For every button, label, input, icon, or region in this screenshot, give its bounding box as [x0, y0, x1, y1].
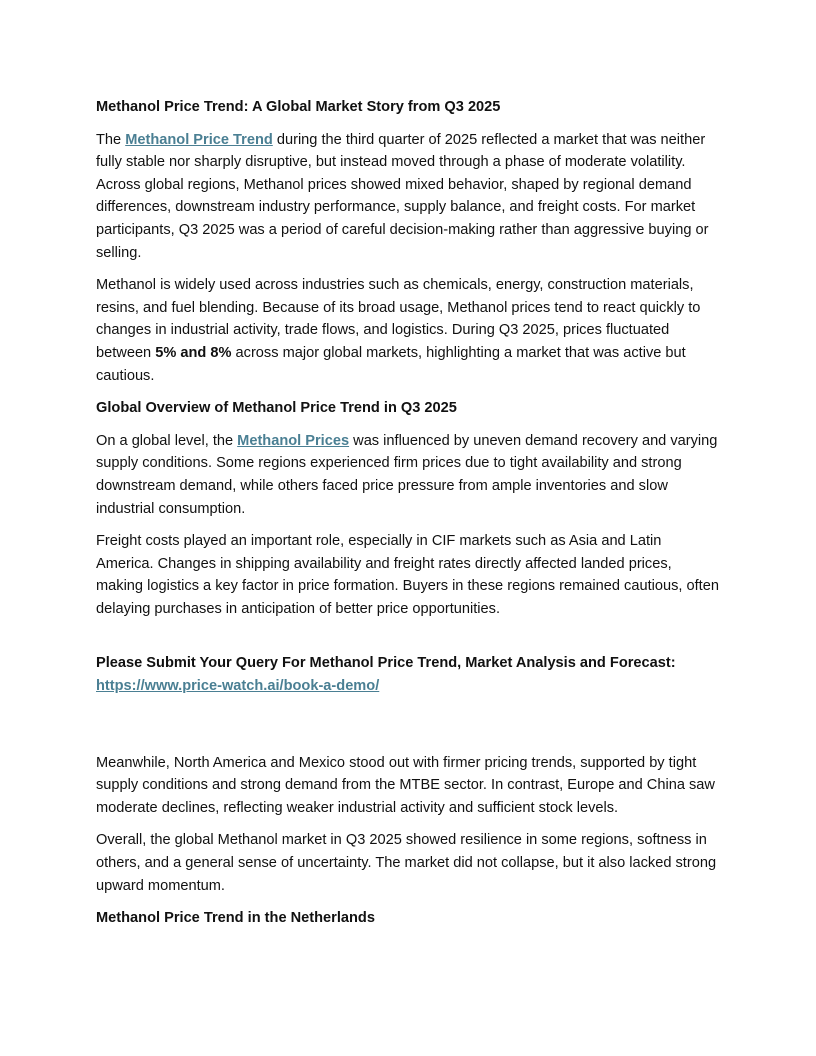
spacer	[96, 630, 720, 652]
methanol-prices-link[interactable]: Methanol Prices	[237, 432, 350, 449]
usage-text-end: across major global markets, highlighting a market that was active but cautious.	[96, 344, 686, 384]
global-paragraph	[96, 430, 720, 520]
spacer	[96, 708, 720, 752]
methanol-price-trend-link[interactable]: Methanol Price Trend	[125, 131, 273, 148]
book-demo-link[interactable]: https://www.price-watch.ai/book-a-demo/	[96, 678, 380, 695]
document-title: Methanol Price Trend: A Global Market Story from Q3 2025	[96, 99, 501, 115]
global-text-start: On a global level, the	[96, 432, 238, 449]
query-text: Please Submit Your Query For Methanol Price Trend, Market Analysis and Forecast:	[96, 655, 676, 672]
global-text-end: was influenced by uneven demand recovery and varying supply conditions. Some regions experienced firm prices due to tight availability and strong downstream demand, while others faced price pressure from ample inventories and slow industrial consumption.	[96, 432, 718, 517]
query-callout	[96, 652, 720, 697]
fluctuation-range: 5% and 8%	[155, 344, 232, 361]
freight-paragraph: Freight costs played an important role, especially in CIF markets such as Asia and Latin America. Changes in shipping availability and freight rates directly affected landed prices, making logistics a key factor in price formation. Buyers in these regions remained cautious, often delaying purchases in anticipation of better price opportunities.	[96, 533, 719, 617]
usage-text-start: Methanol is widely used across industries such as chemicals, energy, construction materials, resins, and fuel blending. Because of its broad usage, Methanol prices tend to react quickly to changes in industrial activity, trade flows, and logistics. During Q3 2025, prices fluctuated between	[96, 277, 701, 361]
regional-paragraph: Meanwhile, North America and Mexico stood out with firmer pricing trends, supported by tight supply conditions and strong demand from the MTBE sector. In contrast, Europe and China saw moderate declines, reflecting weaker industrial activity and sufficient stock levels.	[96, 754, 715, 816]
heading-netherlands: Methanol Price Trend in the Netherlands	[96, 910, 375, 927]
document-page	[96, 96, 720, 940]
overall-paragraph: Overall, the global Methanol market in Q3 2025 showed resilience in some regions, softness in others, and a general sense of uncertainty. The market did not collapse, but it also lacked strong upward momentum.	[96, 832, 717, 894]
heading-global-overview: Global Overview of Methanol Price Trend in Q3 2025	[96, 400, 457, 417]
intro-text-end: during the third quarter of 2025 reflected a market that was neither fully stable nor sharply disruptive, but instead moved through a phase of moderate volatility. Across global regions, Methanol prices showed mixed behavior, shaped by regional demand differences, downstream industry performance, supply balance, and freight costs. For market participants, Q3 2025 was a period of careful decision-making rather than aggressive buying or selling.	[96, 131, 709, 261]
intro-text-start: The	[96, 131, 126, 148]
intro-paragraph	[96, 129, 720, 265]
usage-paragraph	[96, 274, 720, 387]
